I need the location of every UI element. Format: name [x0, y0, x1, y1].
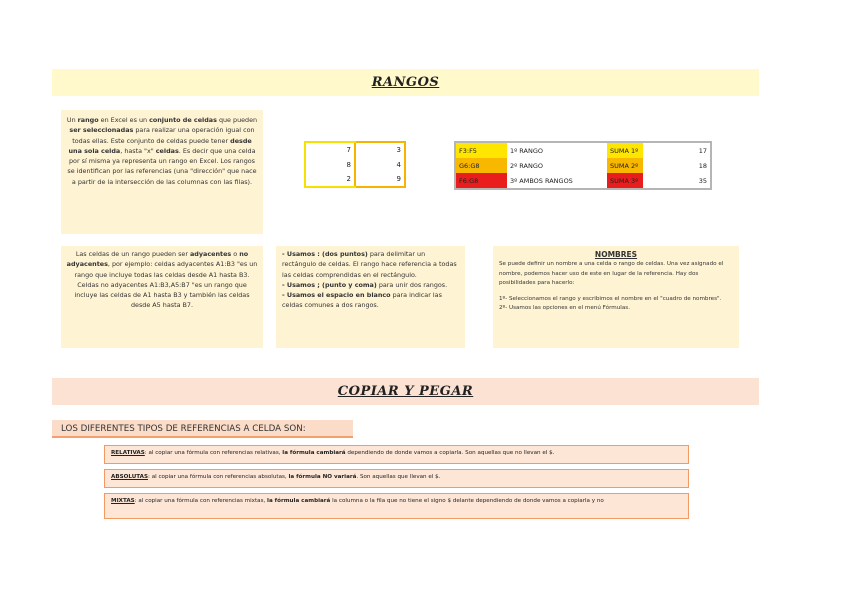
- table-row: [456, 158, 710, 173]
- table-row: [305, 172, 405, 187]
- grid-cell[interactable]: 2: [305, 172, 355, 187]
- grid-cell[interactable]: 7: [305, 142, 355, 157]
- label-cell[interactable]: 1º RANGO: [510, 146, 543, 155]
- grid-cell[interactable]: 4: [355, 157, 405, 172]
- operators-note: - Usamos : (dos puntos) para delimitar un rectángulo de celdas. El rango hace referencia a todas las celdas comprendidas en el rectángulo. - Usamos ; (punto y coma) para unir dos rangos. - Usamos el espacio en blanco para indicar las celdas comunes a dos rangos.: [276, 246, 465, 348]
- ref-cell[interactable]: F6:G8: [456, 173, 507, 188]
- range-sum-table: [454, 141, 712, 190]
- tipos-label: LOS DIFERENTES TIPOS DE REFERENCIAS A CELDA SON:: [52, 420, 353, 438]
- rangos-title: RANGOS: [371, 75, 440, 90]
- value-cell[interactable]: 35: [698, 176, 707, 185]
- ref-cell[interactable]: F3:F5: [456, 143, 507, 158]
- nombres-note: NOMBRES Se puede definir un nombre a una celda o rango de celdas. Una vez asignado el nombre, podemos hacer uso de este en lugar de la referencia. Hay dos posibilidades para hacerlo: 1º- Seleccionamos el rango y escribimos el nombre en el "cuadro de nombres". 2º- Usamos las opciones en el menú Fórmulas.: [493, 246, 739, 348]
- rangos-banner: [52, 69, 759, 96]
- adyacentes-note: Las celdas de un rango pueden ser adyacentes o no adyacentes, por ejemplo: celdas adyacentes A1:B3 "es un rango que incluye todas las celdas desde A1 hasta B3. Celdas no adyacentes A1:B3,A5:B7 "es un rango que incluye las celdas de A1 hasta B3 y también las celdas desde A5 hasta B7.: [61, 246, 263, 348]
- suma-cell[interactable]: SUMA 2º: [607, 158, 643, 173]
- label-cell[interactable]: 2º RANGO: [510, 161, 543, 170]
- number-grid: [304, 141, 406, 188]
- label-cell[interactable]: 3º AMBOS RANGOS: [510, 176, 573, 185]
- nombres-title: NOMBRES: [594, 250, 638, 259]
- ref-cell[interactable]: G6:G8: [456, 158, 507, 173]
- value-cell[interactable]: 18: [698, 161, 707, 170]
- copiar-title: COPIAR Y PEGAR: [337, 384, 474, 399]
- copiar-banner: [52, 378, 759, 405]
- table-row: [305, 142, 405, 157]
- ref-absolutas: ABSOLUTAS: al copiar una fórmula con referencias absolutas, la fórmula NO variará. Son aquellas que llevan el $.: [104, 469, 689, 488]
- grid-cell[interactable]: 8: [305, 157, 355, 172]
- table-row: [456, 173, 710, 188]
- suma-cell[interactable]: SUMA 1º: [607, 143, 643, 158]
- table-row: [305, 157, 405, 172]
- grid-cell[interactable]: 9: [355, 172, 405, 187]
- grid-cell[interactable]: 3: [355, 142, 405, 157]
- table-row: [456, 143, 710, 158]
- suma-cell[interactable]: SUMA 3º: [607, 173, 643, 188]
- ref-relativas: RELATIVAS: al copiar una fórmula con referencias relativas, la fórmula cambiará dependiendo de donde vamos a copiarla. Son aquellas que no llevan el $.: [104, 445, 689, 464]
- rango-definition-note: Un rango en Excel es un conjunto de celdas que pueden ser seleccionadas para realizar una operación igual con todas ellas. Este conjunto de celdas puede tener desde una sola celda, hasta "x" celdas. Es decir que una celda por sí misma ya representa un rango en Excel. Los rangos se identifican por las referencias (una "dirección" que nace a partir de la intersección de las columnas con las filas).: [61, 110, 263, 234]
- value-cell[interactable]: 17: [698, 146, 707, 155]
- ref-mixtas: MIXTAS: al copiar una fórmula con referencias mixtas, la fórmula cambiará la columna o la fila que no tiene el signo $ delante dependiendo de donde vamos a copiarla y no: [104, 493, 689, 519]
